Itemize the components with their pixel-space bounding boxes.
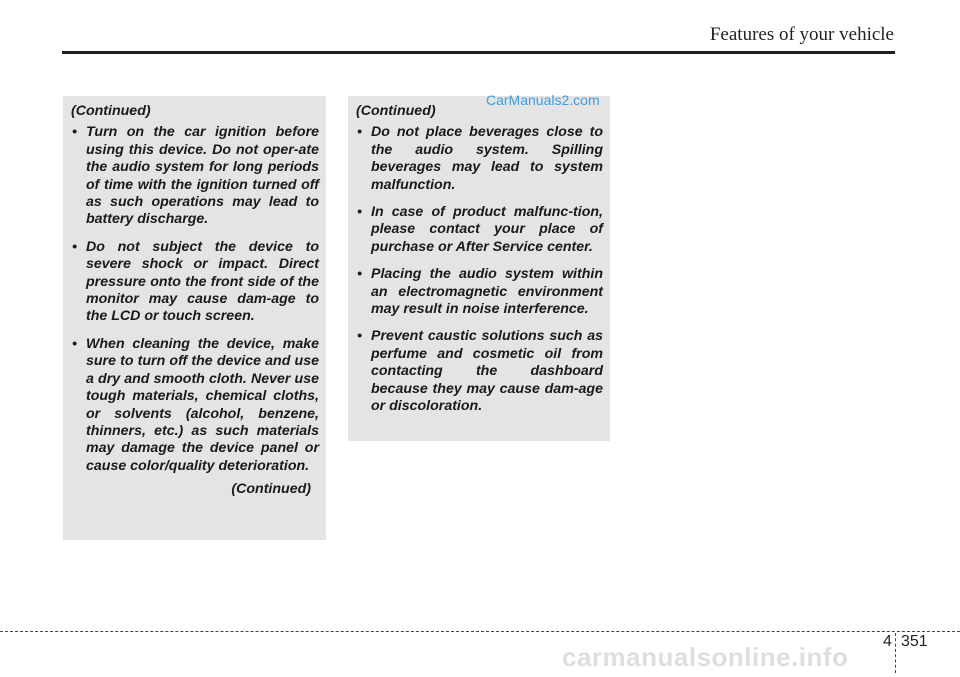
list-item-text: When cleaning the device, make sure to turn off the device and use a dry and smooth cloth. Never use tough materials, chemical cloths, or solvents (alcohol, benzene, thinners, etc.) as such materials may damage the device panel or cause color/quality deterioration. [86,335,319,474]
list-item [71,239,319,326]
bullet-icon: • [72,335,77,352]
bullet-icon: • [357,328,362,345]
bullet-icon: • [357,204,362,221]
list-item-text: In case of product malfunc-tion, please contact your place of purchase or After Service center. [371,204,603,255]
list-item [356,328,603,415]
continued-label-top: (Continued) [356,103,436,119]
list-item [356,266,603,318]
watermark-footer: carmanualsonline.info [562,642,849,672]
list-item-text: Placing the audio system within an electromagnetic environment may result in noise interference. [371,266,603,318]
page-number: 351 [901,633,928,650]
chapter-number: 4 [883,633,892,650]
bullet-icon: • [357,266,362,283]
continued-label-bottom: (Continued) [231,481,311,498]
bullet-icon: • [357,124,362,141]
caution-list [71,124,319,475]
header-rule [62,51,895,54]
caution-list [356,124,603,415]
caution-box-right [348,96,610,441]
bullet-icon: • [72,238,77,255]
list-item-text: Turn on the car ignition before using this device. Do not oper-ate the audio system for long periods of time with the ignition turned off as such operations may lead to battery discharge. [86,124,319,228]
continued-label-top: (Continued) [71,103,151,119]
caution-box-left [63,96,326,540]
bullet-icon: • [72,124,77,141]
list-item-text: Prevent caustic solutions such as perfume and cosmetic oil from contacting the dashboard because they may cause dam-age or discoloration. [371,328,603,415]
list-item [356,204,603,256]
list-item [71,124,319,228]
list-item-text: Do not subject the device to severe shock or impact. Direct pressure onto the front side of the monitor may cause dam-age to the LCD or touch screen. [86,238,319,325]
footer-rule [0,631,960,632]
watermark-link[interactable]: CarManuals2.com [486,92,600,108]
page-number-divider [895,633,896,673]
list-item-text: Do not place beverages close to the audio system. Spilling beverages may lead to system malfunction. [371,124,603,193]
list-item [356,124,603,194]
list-item [71,336,319,475]
section-title: Features of your vehicle [709,24,894,45]
